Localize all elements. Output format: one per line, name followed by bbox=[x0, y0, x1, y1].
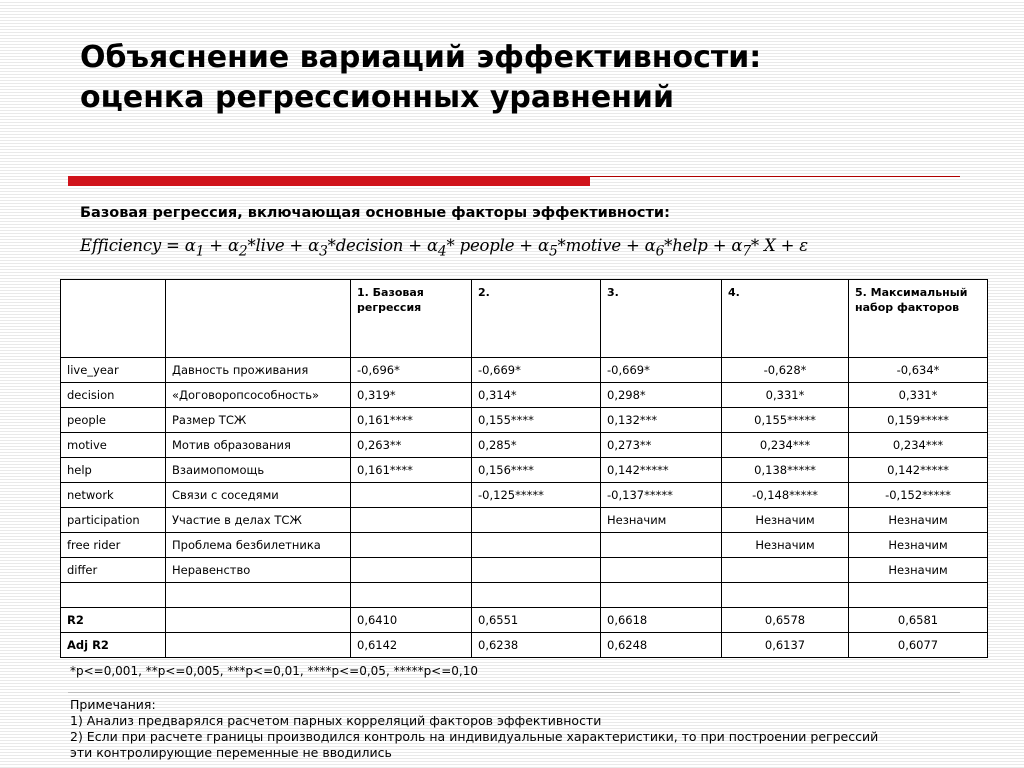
formula-lhs: Efficiency bbox=[80, 236, 162, 255]
coefficient-cell: 0,6618 bbox=[601, 608, 722, 633]
coefficient-cell: 0,161**** bbox=[351, 408, 472, 433]
coefficient-cell bbox=[351, 533, 472, 558]
significance-footnote: *p<=0,001, **p<=0,005, ***p<=0,01, ****p<=0,05, *****p<=0,10 bbox=[70, 664, 479, 678]
coefficient-cell: 0,285* bbox=[472, 433, 601, 458]
description-cell: Связи с соседями bbox=[166, 483, 351, 508]
table-row bbox=[61, 533, 988, 558]
slide-title-line-2: оценка регрессионных уравнений bbox=[80, 80, 674, 115]
variable-cell: people bbox=[61, 408, 166, 433]
coefficient-cell bbox=[722, 558, 849, 583]
slide-title bbox=[80, 38, 980, 118]
coefficient-cell: 0,6578 bbox=[722, 608, 849, 633]
accent-rule bbox=[590, 176, 960, 177]
coefficient-cell: 0,6137 bbox=[722, 633, 849, 658]
coefficient-cell: 0,6551 bbox=[472, 608, 601, 633]
table-row bbox=[61, 508, 988, 533]
coefficient-cell: Незначим bbox=[722, 508, 849, 533]
header-cell: 2. bbox=[472, 280, 601, 358]
coefficient-cell: 0,273** bbox=[601, 433, 722, 458]
table-row bbox=[61, 408, 988, 433]
header-cell: 3. bbox=[601, 280, 722, 358]
coefficient-cell: Незначим bbox=[849, 533, 988, 558]
accent-bar bbox=[68, 176, 590, 186]
notes-heading: Примечания: bbox=[70, 697, 156, 712]
coefficient-cell bbox=[472, 508, 601, 533]
regression-table-body bbox=[61, 280, 988, 658]
variable-cell: network bbox=[61, 483, 166, 508]
coefficient-cell: Незначим bbox=[849, 558, 988, 583]
description-cell: Давность проживания bbox=[166, 358, 351, 383]
coefficient-cell: 0,6077 bbox=[849, 633, 988, 658]
header-cell: 1. Базовая регрессия bbox=[351, 280, 472, 358]
table-row bbox=[61, 358, 988, 383]
coefficient-cell: 0,159***** bbox=[849, 408, 988, 433]
header-cell bbox=[166, 280, 351, 358]
coefficient-cell: -0,634* bbox=[849, 358, 988, 383]
coefficient-cell bbox=[351, 508, 472, 533]
variable-cell: differ bbox=[61, 558, 166, 583]
coefficient-cell bbox=[601, 583, 722, 608]
coefficient-cell bbox=[351, 483, 472, 508]
coefficient-cell: -0,137***** bbox=[601, 483, 722, 508]
coefficient-cell: 0,314* bbox=[472, 383, 601, 408]
coefficient-cell: 0,142***** bbox=[601, 458, 722, 483]
table-row bbox=[61, 608, 988, 633]
variable-cell: participation bbox=[61, 508, 166, 533]
regression-table bbox=[60, 279, 988, 658]
coefficient-cell: Незначим bbox=[722, 533, 849, 558]
variable-cell: decision bbox=[61, 383, 166, 408]
coefficient-cell: -0,148***** bbox=[722, 483, 849, 508]
description-cell: Участие в делах ТСЖ bbox=[166, 508, 351, 533]
variable-cell: R2 bbox=[61, 608, 166, 633]
note-item: 2) Если при расчете границы производился контроль на индивидуальные характеристики, то при построении регрессий bbox=[70, 729, 879, 744]
table-row bbox=[61, 458, 988, 483]
table-row bbox=[61, 433, 988, 458]
description-cell: Размер ТСЖ bbox=[166, 408, 351, 433]
regression-formula: Efficiency = $\alpha_1$ + $\alpha_2*live$ + $\alpha_3*decision + \alpha_4*$ people + $\alpha_5*motive$ + $\alpha_6*help + \alpha_7*$ X + ε bbox=[80, 236, 808, 260]
coefficient-cell: Незначим bbox=[601, 508, 722, 533]
description-cell: «Договоропсособность» bbox=[166, 383, 351, 408]
coefficient-cell: 0,138***** bbox=[722, 458, 849, 483]
coefficient-cell: -0,696* bbox=[351, 358, 472, 383]
coefficient-cell: 0,6581 bbox=[849, 608, 988, 633]
formula-term: $\alpha_5*motive$ bbox=[537, 236, 621, 260]
coefficient-cell bbox=[849, 583, 988, 608]
notes-block bbox=[70, 697, 1010, 761]
coefficient-cell: 0,132*** bbox=[601, 408, 722, 433]
coefficient-cell bbox=[351, 583, 472, 608]
coefficient-cell: -0,152***** bbox=[849, 483, 988, 508]
description-cell bbox=[166, 633, 351, 658]
coefficient-cell: -0,125***** bbox=[472, 483, 601, 508]
table-row bbox=[61, 483, 988, 508]
description-cell: Взаимопомощь bbox=[166, 458, 351, 483]
formula-error: ε bbox=[799, 236, 808, 255]
coefficient-cell: 0,155**** bbox=[472, 408, 601, 433]
note-item: эти контролирующие переменные не вводились bbox=[70, 745, 392, 760]
coefficient-cell: 0,6142 bbox=[351, 633, 472, 658]
formula-term: $\alpha_4*$ people bbox=[426, 236, 515, 260]
table-header-row bbox=[61, 280, 988, 358]
description-cell bbox=[166, 583, 351, 608]
coefficient-cell: 0,6248 bbox=[601, 633, 722, 658]
coefficient-cell: 0,234*** bbox=[722, 433, 849, 458]
coefficient-cell: 0,6410 bbox=[351, 608, 472, 633]
coefficient-cell: 0,161**** bbox=[351, 458, 472, 483]
variable-cell bbox=[61, 583, 166, 608]
table-row bbox=[61, 383, 988, 408]
notes-divider bbox=[68, 692, 960, 693]
coefficient-cell: 0,298* bbox=[601, 383, 722, 408]
coefficient-cell: -0,669* bbox=[601, 358, 722, 383]
table-row bbox=[61, 583, 988, 608]
coefficient-cell bbox=[601, 533, 722, 558]
slide-title-line-1: Объяснение вариаций эффективности: bbox=[80, 40, 762, 75]
formula-term: $\alpha_7*$ X bbox=[731, 236, 776, 260]
variable-cell: motive bbox=[61, 433, 166, 458]
formula-term: $\alpha_1$ bbox=[184, 236, 205, 260]
variable-cell: free rider bbox=[61, 533, 166, 558]
coefficient-cell: 0,331* bbox=[722, 383, 849, 408]
header-cell: 5. Максимальный набор факторов bbox=[849, 280, 988, 358]
regression-subtitle: Базовая регрессия, включающая основные факторы эффективности: bbox=[80, 205, 670, 221]
coefficient-cell: Незначим bbox=[849, 508, 988, 533]
coefficient-cell bbox=[472, 583, 601, 608]
formula-term: $\alpha_6*help$ bbox=[644, 236, 708, 260]
description-cell: Неравенство bbox=[166, 558, 351, 583]
variable-cell: Adj R2 bbox=[61, 633, 166, 658]
variable-cell: help bbox=[61, 458, 166, 483]
coefficient-cell: 0,155***** bbox=[722, 408, 849, 433]
coefficient-cell: 0,263** bbox=[351, 433, 472, 458]
description-cell bbox=[166, 608, 351, 633]
coefficient-cell: -0,628* bbox=[722, 358, 849, 383]
coefficient-cell bbox=[722, 583, 849, 608]
coefficient-cell bbox=[351, 558, 472, 583]
header-cell: 4. bbox=[722, 280, 849, 358]
description-cell: Проблема безбилетника bbox=[166, 533, 351, 558]
header-cell bbox=[61, 280, 166, 358]
note-item: 1) Анализ предварялся расчетом парных корреляций факторов эффективности bbox=[70, 713, 602, 728]
table-row bbox=[61, 633, 988, 658]
coefficient-cell: 0,6238 bbox=[472, 633, 601, 658]
coefficient-cell bbox=[472, 558, 601, 583]
coefficient-cell: 0,319* bbox=[351, 383, 472, 408]
coefficient-cell: -0,669* bbox=[472, 358, 601, 383]
variable-cell: live_year bbox=[61, 358, 166, 383]
description-cell: Мотив образования bbox=[166, 433, 351, 458]
coefficient-cell bbox=[472, 533, 601, 558]
coefficient-cell bbox=[601, 558, 722, 583]
formula-term: $\alpha_2*live$ bbox=[227, 236, 285, 260]
coefficient-cell: 0,331* bbox=[849, 383, 988, 408]
table-row bbox=[61, 558, 988, 583]
coefficient-cell: 0,156**** bbox=[472, 458, 601, 483]
coefficient-cell: 0,234*** bbox=[849, 433, 988, 458]
coefficient-cell: 0,142***** bbox=[849, 458, 988, 483]
formula-term: $\alpha_3*decision$ bbox=[308, 236, 404, 260]
